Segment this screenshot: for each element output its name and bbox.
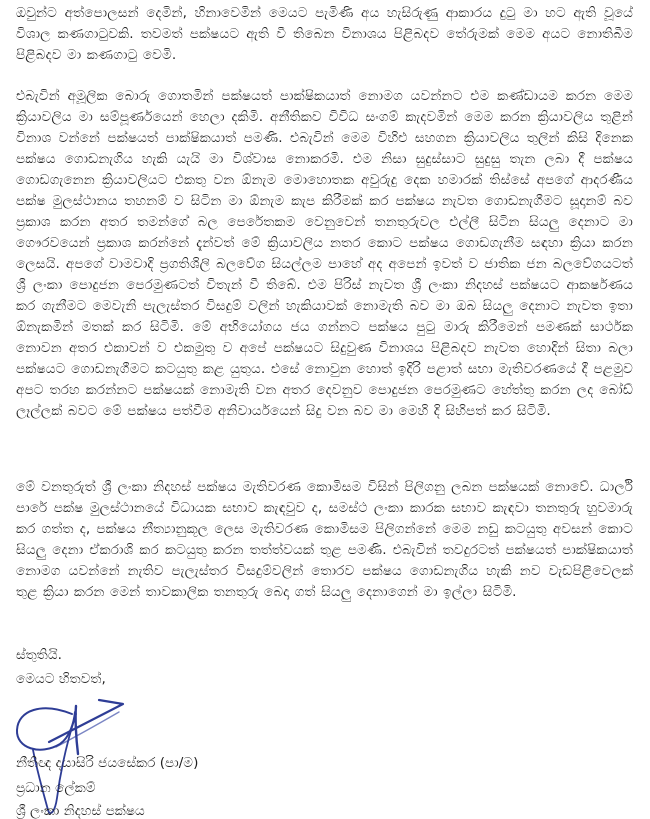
letter-paragraph-1: ඔවුන්ට අත්පොලසන් දෙමින්, හිනාවෙමින් මෙයට පැමිණි අය හැසිරුණු ආකාරය දුටු මා හට ඇති වූයේ විශාල කණගාටුවකි. තවමත් පක්ෂයට ඇති වී තිබෙන විනාශය පිළිබදව තේරුමක් මෙම අයට නොතිබීම පිළිබදව මා කණගාටු වෙමි. bbox=[16, 5, 633, 63]
letter-paragraph-3: මේ වනතුරුත් ශ්‍රී ලංකා නිදහස් පක්ෂය මැතිවරණ කොමිසම විසින් පිලිගනු ලබන පක්ෂයක් නොවේ. ධාර්ලි පාරේ පක්ෂ මුලස්ථානයේ විධායක සභාව කැඳවුව ද, සමස්ථ ලංකා කාරක සභාව කැඳවා තනතුරු හුවමාරු කර ගත්ත ද, පක්ෂය නීත්‍යානුකූල ලෙස මැතිවරණ කොමිසම පිලිගන්නේ මෙම නඩු කටයුතු අවසන් කොට සියලු දෙනා ඒකරාශි කර කටයුතු කරන තත්ත්වයක් තුළ පමණි. එබැවින් තවදුරටත් පක්ෂයත් පාක්ෂිකයාත් නොමග යවන්නේ නැතිව පැලැස්තර විසදුම්වලින් තොරව පක්ෂය ගොඩනැගිය හැකි නව වැඩපිළිවෙලක් තුළ ක්‍රියා කරන මෙන් තාවකාලික තනතුරු බෙදා ගත් සියලු දෙනාගෙන් මා ඉල්ලා සිටිමි. bbox=[16, 479, 633, 600]
closing-thanks: ස්තුතියි. bbox=[16, 647, 62, 663]
closing-salutation: මෙයට හිතවත්, bbox=[16, 671, 106, 687]
signatory-organization: ශ්‍රී ලංකා නිදහස් පක්ෂය bbox=[16, 803, 145, 819]
letter-paragraph-2: එබැවින් අමූලික බොරු ගොතමින් පක්ෂයත් පාක්ෂිකයාත් නොමග යවන්නට එම කණ්ඩායම කරන මෙම ක්‍රියාවලිය මා සම්පූර්ණයෙන් හෙලා දකිමි. අනීතිකව විවිධ සංගම් කැදවමින් මෙම කරන ක්‍රියාවලිය තුළින් විනාශ වන්නේ පක්ෂයත් පාක්ෂිකයාත් පමණි. එබැවින් මෙම විහිළු සහගන ක්‍රියාවලිය තුලින් කිසි දිනෙක පක්ෂය ගොඩනැගිය හැකි යැයි මා විශ්වාස නොකරමි. එම නිසා සුදුස්සාට සුදුසු තැන ලබා දී පක්ෂය ගොඩගැනෙන ක්‍රියාවලියට එකතු වන ඕනැම මොහොතක අවුරුදු දෙක හමාරක් තිස්සේ අපගේ ආදරණීය පක්ෂ මුලස්ථානය තහනම් ව සිටින මා ඕනැම කැප කිරීමක් කර පක්ෂය නැවත ගොඩනැගීමට සූදානම් බව ප්‍රකාශ කරන අතර තමන්ගේ බල පෙරේතකම වෙනුවෙන් තනතුරුවල එල්ලී සිටින සියලු දෙනාට මා ගෞරවයෙන් ප්‍රකාශ කරන්නේ දැන්වත් මේ ක්‍රියාවලිය නතර කොට පක්ෂය ගොඩගැනීම සඳහා ක්‍රියා කරන ලෙසයි. අපගේ වාමවාදි ප්‍රගතිශිලි බලවේග සියල්ලම පාහේ අද අපෙන් ඉවත් ව ජාතික ජන බලවේගයටත් ශ්‍රී ලංකා පොදුජන පෙරමුණටත් විතැන් වී තිබේ. එම පිරිස් නැවත ශ්‍රී ලංකා නිදහස් පක්ෂයට ආකර්ෂණය කර ගැනීමට මෙවැනි පැලැස්තර විසදුම් වලින් හැකියාවක් නොමැති බව මා ඔබ සියලු දෙනාට නැවත ඉතා ඕනැකමින් මතක් කර සිටිමි. මේ අභියෝගය ජය ගන්නට පක්ෂය පුටු මාරු කිරීමෙන් පමණක් සාර්ථක නොවන අතර එකාවන් ව එකමුතු ව අපේ පක්ෂයට සිදුවුණ විනාශය පිළිබදව නැවත හොදින් සිතා බලා පක්ෂයට ගොඩනැගීමට කටයුතු කළ යුතුය. එසේ නොවුන හොත් ඉදිරි පළාත් සභා මැතිවරණයේ දී පළමුව අපට තරහ කරන්නට පක්ෂයක් නොමැති වන අතර දෙවනුව පොදුජන පෙරමුණට හේත්තු කරන ලද බෝඩ් ලෑල්ලක් බවට මේ පක්ෂය පත්වීම අනිවාර්යයෙන් සිදු වන බව මා මෙහි දි සිහිපත් කර සිටිමි. bbox=[16, 88, 633, 419]
signatory-title: ප්‍රධාන ලේකම් bbox=[16, 780, 96, 796]
signatory-name: නීතිඥ දයාසිරි ජයසේකර (පා/ම) bbox=[16, 755, 199, 771]
